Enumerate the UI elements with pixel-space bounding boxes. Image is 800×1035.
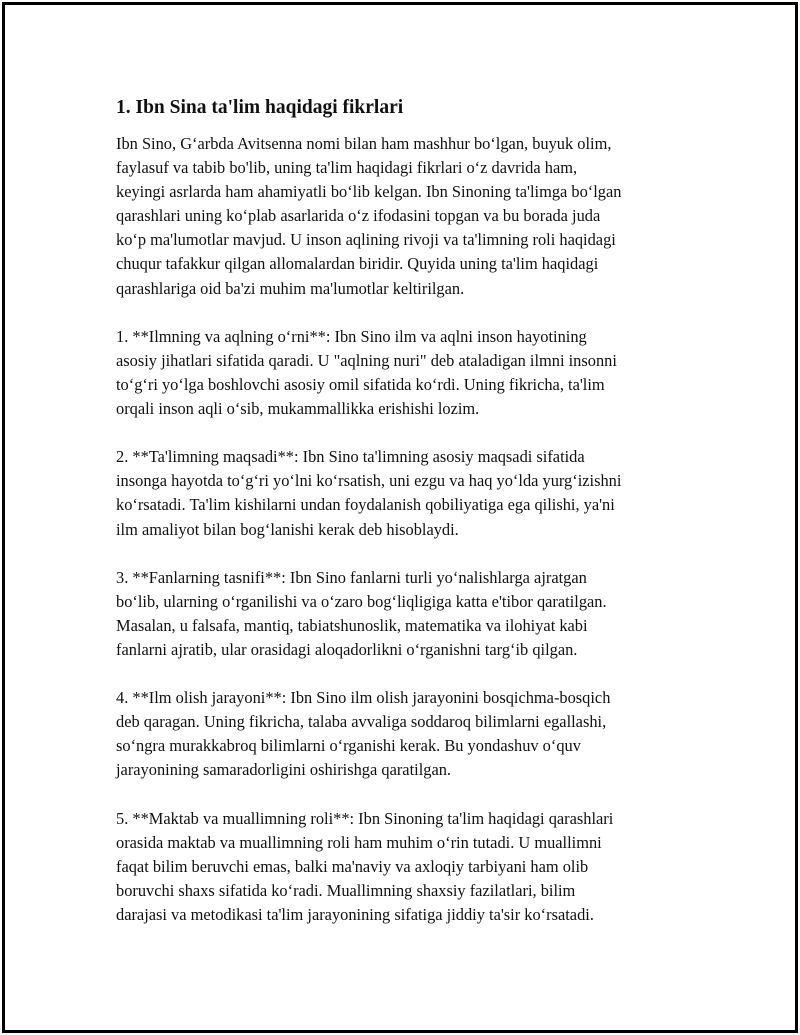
paragraph-point-4: [116, 686, 716, 782]
text-line: faylasuf va tabib bo'lib, uning ta'lim haqidagi fikrlari o‘z davrida ham,: [116, 158, 578, 178]
text-line: orasida maktab va muallimning roli ham muhim o‘rin tutadi. U muallimni: [116, 832, 602, 852]
text-line: jarayonining samaradorligini oshirishga qaratilgan.: [116, 760, 452, 780]
text-line: qarashlari uning ko‘plab asarlarida o‘z ifodasini topgan va bu borada juda: [116, 206, 601, 226]
paragraph-intro: [116, 132, 716, 301]
text-line: so‘ngra murakkabroq bilimlarni o‘rganishi kerak. Bu yondashuv o‘quv: [116, 736, 581, 756]
text-line: insonga hayotda to‘g‘ri yo‘lni ko‘rsatish, uni ezgu va haq yo‘lda yurg‘izishni: [116, 471, 622, 491]
text-line: bo‘lib, ularning o‘rganilishi va o‘zaro bog‘liqligiga katta e'tibor qaratilgan.: [116, 591, 607, 611]
text-line: qarashlariga oid ba'zi muhim ma'lumotlar keltirilgan.: [116, 278, 465, 298]
document-title: 1. Ibn Sina ta'lim haqidagi fikrlari: [116, 97, 404, 118]
text-line: 5. **Maktab va muallimning roli**: Ibn Sinoning ta'lim haqidagi qarashlari: [116, 808, 614, 828]
text-line: to‘g‘ri yo‘lga boshlovchi asosiy omil sifatida ko‘rdi. Uning fikricha, ta'lim: [116, 374, 605, 394]
document-body: [116, 96, 716, 927]
text-line: ko‘rsatadi. Ta'lim kishilarni undan foydalanish qobiliyatiga ega qilishi, ya'ni: [116, 495, 615, 515]
text-line: fanlarni ajratib, ular orasidagi aloqadorlikni o‘rganishni targ‘ib qilgan.: [116, 639, 578, 659]
text-line: ilm amaliyot bilan bog‘lanishi kerak deb hisoblaydi.: [116, 519, 459, 539]
text-line: keyingi asrlarda ham ahamiyatli bo‘lib kelgan. Ibn Sinoning ta'limga bo‘lgan: [116, 182, 622, 202]
paragraph-point-2: [116, 445, 716, 541]
paragraph-point-3: [116, 566, 716, 662]
text-line: faqat bilim beruvchi emas, balki ma'naviy va axloqiy tarbiyani ham olib: [116, 856, 589, 876]
text-line: 3. **Fanlarning tasnifi**: Ibn Sino fanlarni turli yo‘nalishlarga ajratgan: [116, 567, 587, 587]
text-line: Masalan, u falsafa, mantiq, tabiatshunoslik, matematika va ilohiyat kabi: [116, 615, 588, 635]
text-line: chuqur tafakkur qilgan allomalardan biridir. Quyida uning ta'lim haqidagi: [116, 254, 599, 274]
text-line: boruvchi shaxs sifatida ko‘radi. Muallimning shaxsiy fazilatlari, bilim: [116, 880, 576, 900]
text-line: Ibn Sino, G‘arbda Avitsenna nomi bilan ham mashhur bo‘lgan, buyuk olim,: [116, 134, 612, 153]
text-line: deb qaragan. Uning fikricha, talaba avvaliga soddaroq bilimlarni egallashi,: [116, 712, 607, 732]
paragraph-point-1: [116, 325, 716, 421]
text-line: darajasi va metodikasi ta'lim jarayonining sifatiga jiddiy ta'sir ko‘rsatadi.: [116, 905, 594, 924]
text-line: 2. **Ta'limning maqsadi**: Ibn Sino ta'limning asosiy maqsadi sifatida: [116, 447, 585, 467]
text-line: ko‘p ma'lumotlar mavjud. U inson aqlining rivoji va ta'limning roli haqidagi: [116, 230, 616, 250]
text-line: 4. **Ilm olish jarayoni**: Ibn Sino ilm olish jarayonini bosqichma-bosqich: [116, 688, 611, 708]
text-line: orqali inson aqli o‘sib, mukammallikka erishishi lozim.: [116, 399, 480, 419]
text-line: 1. **Ilmning va aqlning o‘rni**: Ibn Sino ilm va aqlni inson hayotining: [116, 326, 587, 346]
paragraph-point-5: [116, 807, 716, 927]
text-line: asosiy jihatlari sifatida qaradi. U "aqlning nuri" deb ataladigan ilmni insonni: [116, 350, 617, 370]
